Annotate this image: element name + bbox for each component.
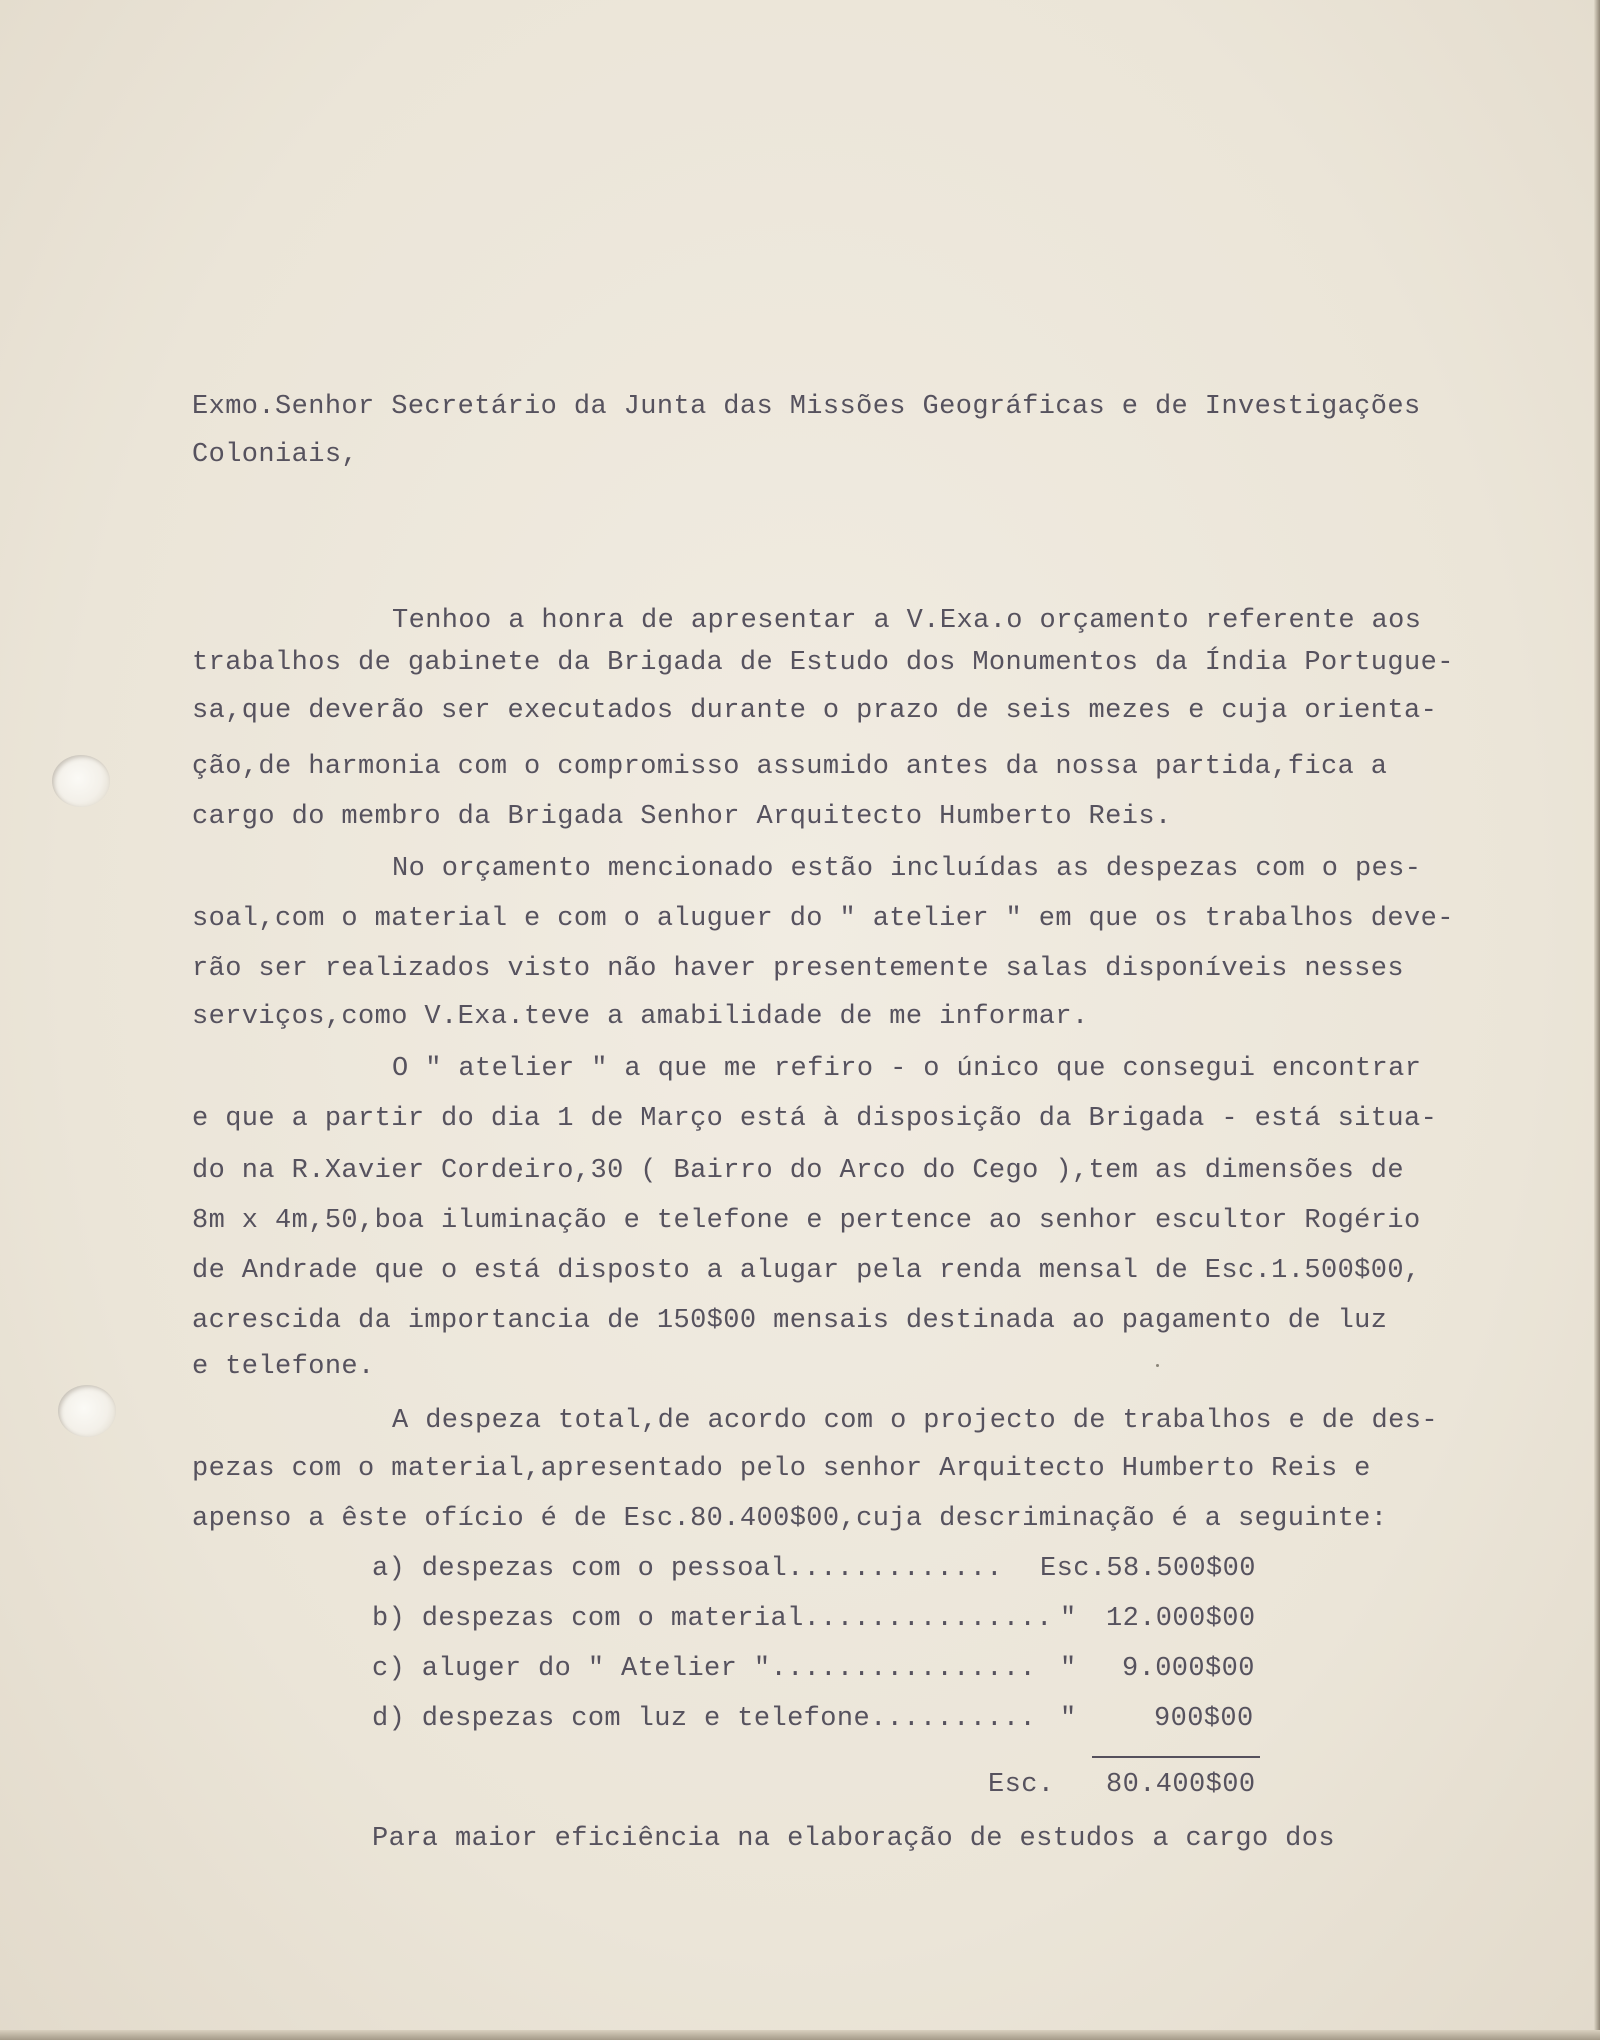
sum-rule [1092, 1756, 1260, 1758]
budget-item-amount: 900$00 [1154, 1704, 1254, 1734]
paragraph-line: pezas com o material,apresentado pelo senhor Arquitecto Humberto Reis e [192, 1454, 1371, 1484]
paragraph-line: trabalhos de gabinete da Brigada de Estudo dos Monumentos da Índia Portugue- [192, 648, 1454, 678]
budget-item-ditto: " [1060, 1704, 1077, 1734]
paragraph-line: soal,com o material e com o aluguer do " atelier " em que os trabalhos deve- [192, 904, 1454, 934]
budget-item-label: b) despezas com o material............... [372, 1604, 1053, 1634]
budget-item-amount: 9.000$00 [1122, 1654, 1255, 1684]
budget-item-label: d) despezas com luz e telefone.......... [372, 1704, 1037, 1734]
paragraph-line: e telefone. [192, 1352, 375, 1382]
ink-speck [1156, 1364, 1159, 1367]
salutation-line: Coloniais, [192, 440, 359, 470]
paragraph-line: cargo do membro da Brigada Senhor Arquitecto Humberto Reis. [192, 802, 1172, 832]
budget-item-label: a) despezas com o pessoal............. [372, 1554, 1003, 1584]
paragraph-line: O " atelier " a que me refiro - o único que consegui encontrar [392, 1054, 1422, 1084]
paragraph-line: Para maior eficiência na elaboração de estudos a cargo dos [372, 1824, 1335, 1854]
paper-edge-right [1594, 0, 1600, 2040]
budget-item-amount: 12.000$00 [1106, 1604, 1256, 1634]
budget-total-currency: Esc. [988, 1770, 1055, 1800]
paragraph-line: A despeza total,de acordo com o projecto de trabalhos e de des- [392, 1406, 1438, 1436]
paragraph-line: Tenhoo a honra de apresentar a V.Exa.o orçamento referente aos [392, 606, 1422, 636]
budget-item-label: c) aluger do " Atelier "................ [372, 1654, 1037, 1684]
paragraph-line: ção,de harmonia com o compromisso assumido antes da nossa partida,fica a [192, 752, 1388, 782]
paragraph-line: 8m x 4m,50,boa iluminação e telefone e pertence ao senhor escultor Rogério [192, 1206, 1421, 1236]
budget-item-ditto: " [1060, 1604, 1077, 1634]
budget-item-ditto: " [1060, 1654, 1077, 1684]
budget-item-amount: Esc.58.500$00 [1040, 1554, 1256, 1584]
paragraph-line: No orçamento mencionado estão incluídas as despezas com o pes- [392, 854, 1422, 884]
paragraph-line: acrescida da importancia de 150$00 mensais destinada ao pagamento de luz [192, 1306, 1388, 1336]
paragraph-line: serviços,como V.Exa.teve a amabilidade de me informar. [192, 1002, 1089, 1032]
budget-total-amount: 80.400$00 [1106, 1770, 1256, 1800]
paragraph-line: sa,que deverão ser executados durante o prazo de seis mezes e cuja orienta- [192, 696, 1438, 726]
paper-edge-bottom [0, 2030, 1600, 2040]
paragraph-line: rão ser realizados visto não haver presentemente salas disponíveis nesses [192, 954, 1404, 984]
paragraph-line: de Andrade que o está disposto a alugar pela renda mensal de Esc.1.500$00, [192, 1256, 1421, 1286]
paragraph-line: e que a partir do dia 1 de Março está à disposição da Brigada - está situa- [192, 1104, 1438, 1134]
salutation-line: Exmo.Senhor Secretário da Junta das Missões Geográficas e de Investigações [192, 392, 1421, 422]
paragraph-line: apenso a êste ofício é de Esc.80.400$00,cuja descriminação é a seguinte: [192, 1504, 1388, 1534]
paragraph-line: do na R.Xavier Cordeiro,30 ( Bairro do Arco do Cego ),tem as dimensões de [192, 1156, 1404, 1186]
